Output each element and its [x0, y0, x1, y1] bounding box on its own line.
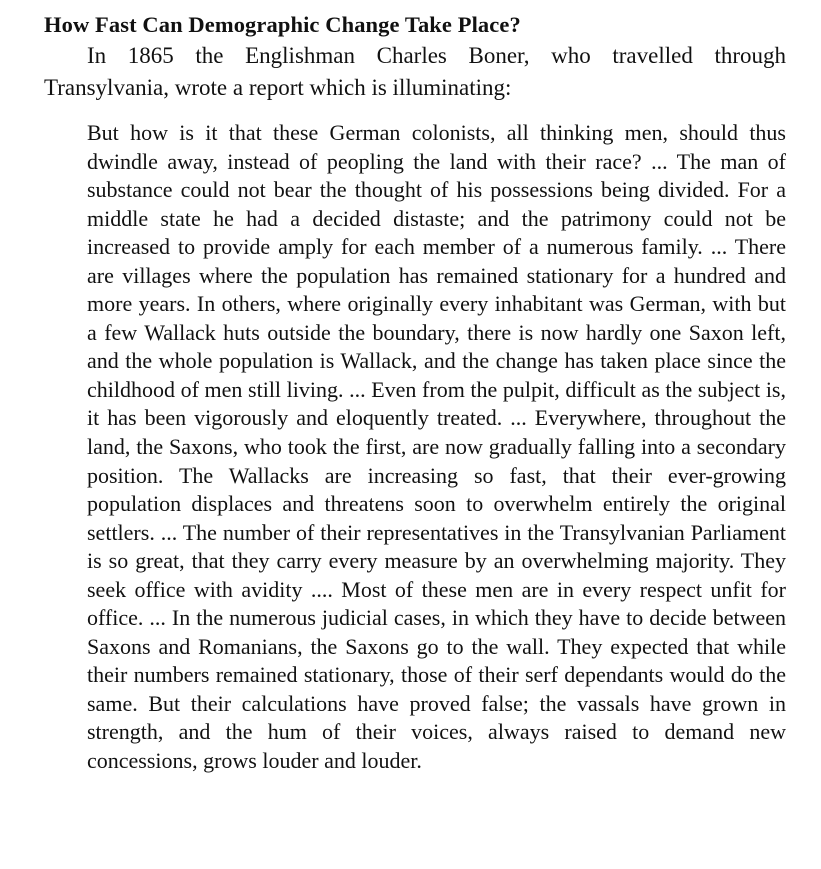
block-quote: But how is it that these German colonists, all thinking men, should thus dwindle away, instead of peopling the land with their race? ... The man of substance could not bear the thought of his possessions being divided. For a middle state he had a decided distaste; and the patrimony could not be increased to provide amply for each member of a numerous family. ... There are villages where the population has remained stationary for a hundred and more years. In others, where originally every inhabitant was German, with but a few Wallack huts outside the boundary, there is now hardly one Saxon left, and the whole population is Wallack, and the change has taken place since the childhood of men still living. ... Even from the pulpit, difficult as the subject is, it has been vigorously and eloquently treated. ... Everywhere, throughout the land, the Saxons, who took the first, are now gradually falling into a secondary position. The Wallacks are increasing so fast, that their ever-growing population displaces and threatens soon to overwhelm entirely the original settlers. ... The number of their representatives in the Transylvanian Parliament is so great, that they carry every measure by an overwhelming majority. They seek office with avidity .... Most of these men are in every respect unfit for office. ... In the numerous judicial cases, in which they have to decide between Saxons and Romanians, the Saxons go to the wall. They expected that while their numbers remained stationary, those of their serf dependants would do the same. But their calculations have proved false; the vassals have grown in strength, and the hum of their voices, always raised to demand new concessions, grows louder and louder. — [87, 120, 786, 774]
section-heading: How Fast Can Demographic Change Take Place? — [44, 12, 521, 37]
intro-paragraph: In 1865 the Englishman Charles Boner, who travelled through Transylvania, wrote a report which is illuminating: — [44, 43, 786, 100]
document-page — [44, 10, 786, 776]
